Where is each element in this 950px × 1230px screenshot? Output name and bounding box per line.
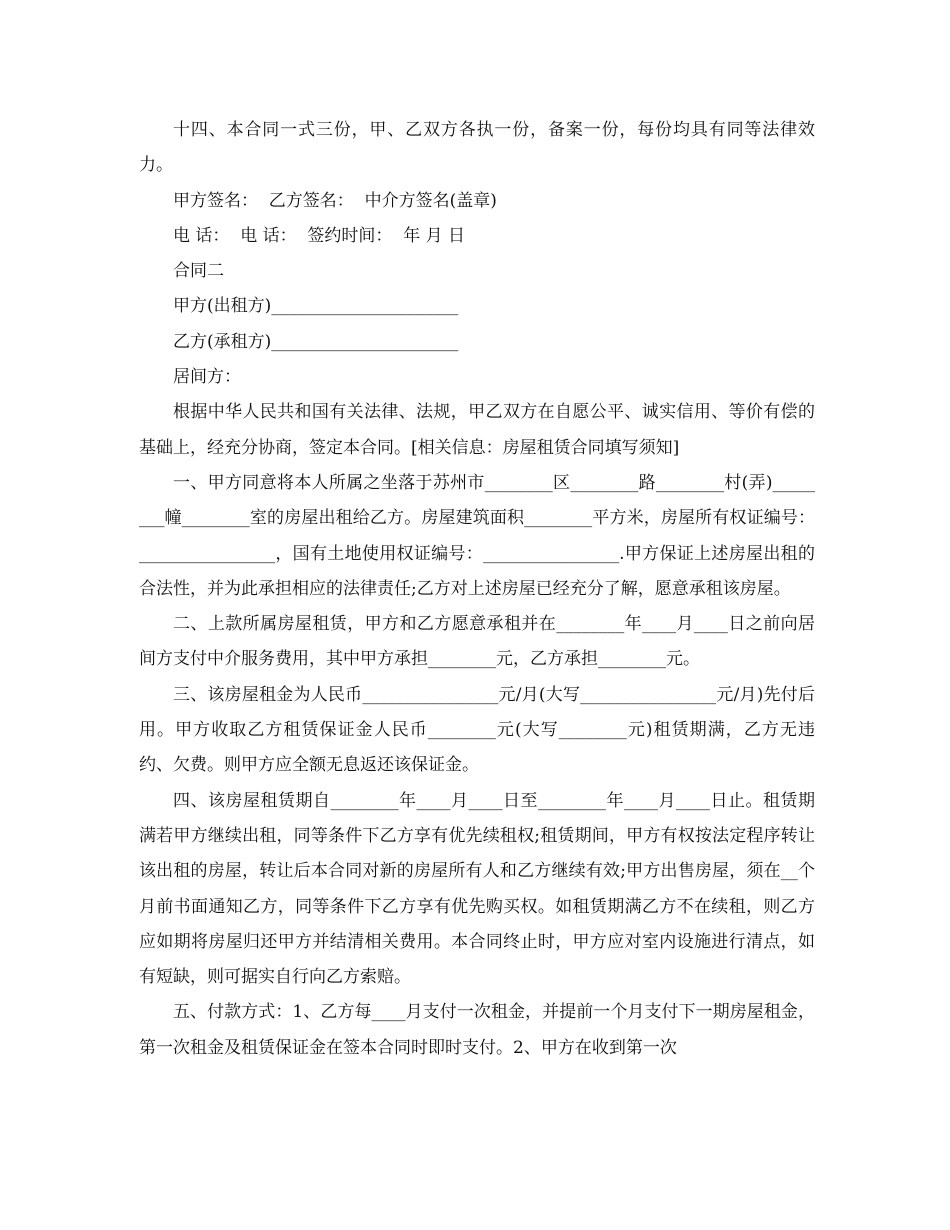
signature-line: 甲方签名： 乙方签名： 中介方签名(盖章) <box>173 190 497 211</box>
party-b-lessee-line: 乙方(承租方)______________________ <box>173 331 459 352</box>
party-a-lessor-line: 甲方(出租方)______________________ <box>173 296 459 317</box>
contract-two-heading: 合同二 <box>173 261 224 282</box>
clause-2-fees: 二、上款所属房屋租赁，甲方和乙方愿意承租并在________年____月____日之前向居间方支付中介服务费用，其中甲方承担________元，乙方承担________元。 <box>139 614 815 670</box>
clause-4-term: 四、该房屋租赁期自________年____月____日至________年____月____日止。租赁期满若甲方继续出租，同等条件下乙方享有优先续租权;租赁期间，甲方有权按法定程序转让该出租的房屋，转让后本合同对新的房屋所有人和乙方继续有效;甲方出售房屋，须在__个月前书面通知乙方，同等条件下乙方享有优先购买权。如租赁期满乙方不在续租，则乙方应如期将房屋归还甲方并结清相关费用。本合同终止时，甲方应对室内设施进行清点，如有短缺，则可据实自行向乙方索赔。 <box>139 790 815 988</box>
clause-3-rent: 三、该房屋租金为人民币________________元/月(大写________________元/月)先付后用。甲方收取乙方租赁保证金人民币________元(大写________元)租赁期满，乙方无违约、欠费。则甲方应全额无息返还该保证金。 <box>139 684 815 776</box>
clause-5-payment: 五、付款方式：1、乙方每____月支付一次租金，并提前一个月支付下一期房屋租金，第一次租金及租赁保证金在签本合同时即时支付。2、甲方在收到第一次 <box>139 1002 815 1058</box>
phone-date-line: 电 话： 电 话： 签约时间： 年 月 日 <box>173 225 466 246</box>
contract-page <box>139 113 815 1066</box>
preamble-paragraph: 根据中华人民共和国有关法律、法规，甲乙双方在自愿公平、诚实信用、等价有偿的基础上，经充分协商，签定本合同。[相关信息：房屋租赁合同填写须知] <box>139 402 815 458</box>
intermediary-line: 居间方： <box>173 367 241 388</box>
clause-14-copies: 十四、本合同一式三份，甲、乙双方各执一份，备案一份，每份均具有同等法律效力。 <box>139 120 815 176</box>
clause-1-property: 一、甲方同意将本人所属之坐落于苏州市________区________路________村(弄)________幢________室的房屋出租给乙方。房屋建筑面积________平方米，房屋所有权证编号：________________，国有土地使用权证编号：________________.甲方保证上述房屋出租的合法性，并为此承担相应的法律责任;乙方对上述房屋已经充分了解，愿意承租该房屋。 <box>139 472 815 599</box>
